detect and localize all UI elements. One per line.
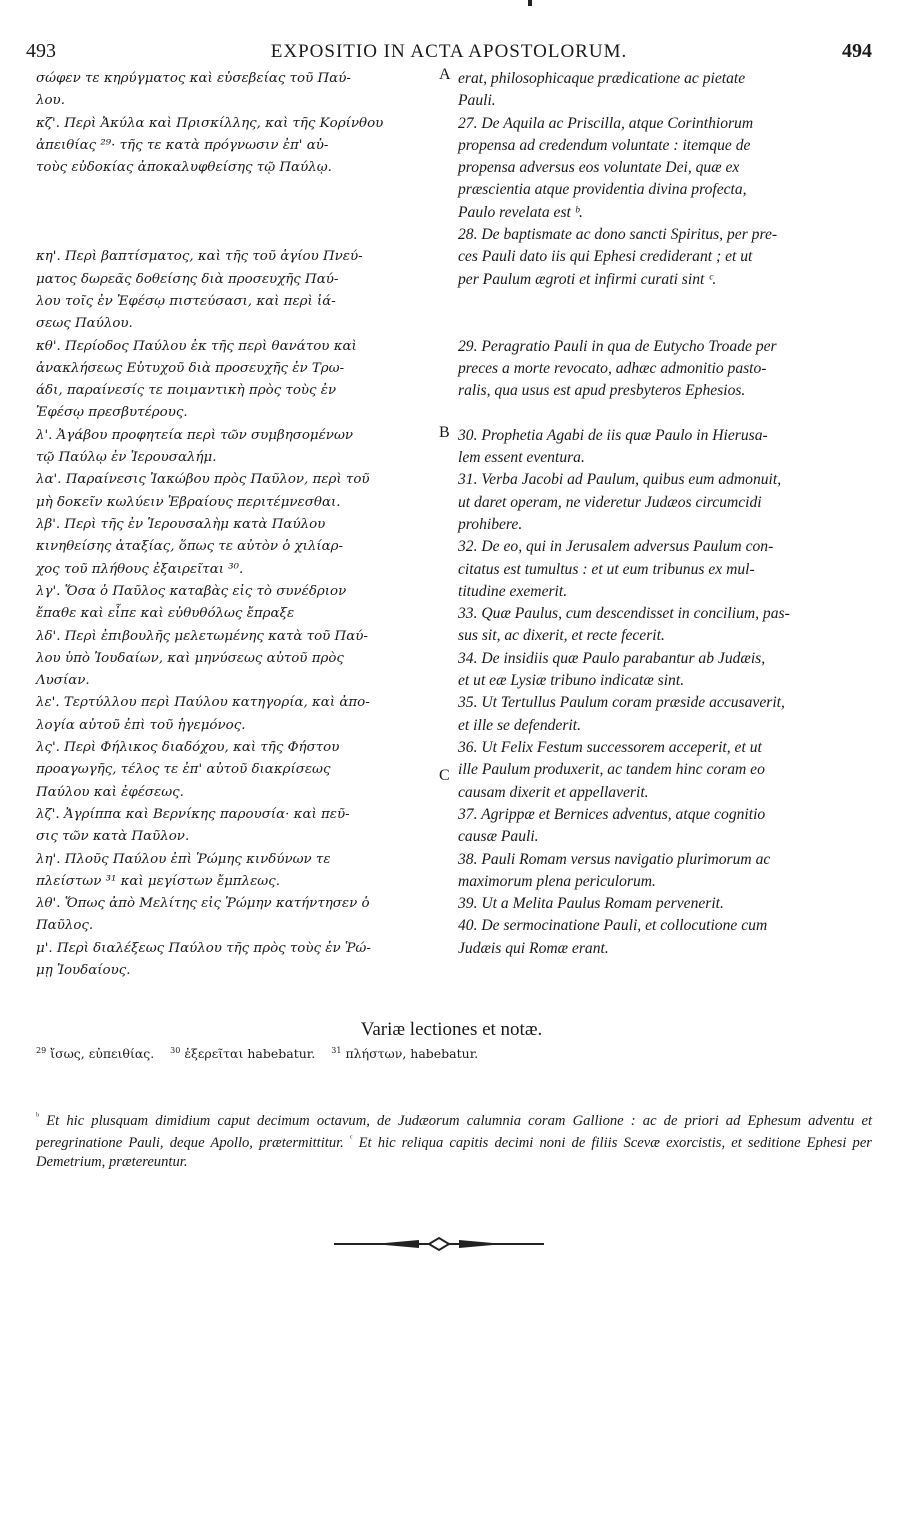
latin-line: citatus est tumultus : et ut eum tribunus ex mul- xyxy=(458,560,755,578)
latin-entry xyxy=(458,536,870,603)
latin-line: titudine exemerit. xyxy=(458,582,568,600)
greek-line: λογία αὐτοῦ ἐπὶ τοῦ ἡγεμόνος. xyxy=(36,717,246,733)
greek-line: κινηθείσης ἀταξίας, ὅπως τε αὐτὸν ὁ χιλίαρ- xyxy=(36,539,344,555)
latin-entry xyxy=(458,68,870,113)
greek-line: λου ὑπὸ Ἰουδαίων, καὶ μηνύσεως αὐτοῦ πρὸς xyxy=(36,650,344,666)
latin-line: Pauli. xyxy=(458,92,496,110)
latin-entry xyxy=(458,692,870,737)
greek-line: Λυσίαν. xyxy=(36,673,90,689)
greek-line: ἀπειθίας ²⁹· τῆς τε κατὰ πρόγνωσιν ἐπ' αὐ- xyxy=(36,137,329,153)
greek-line: λ'. Ἀγάβου προφητεία περὶ τῶν συμβησομένων xyxy=(36,427,354,443)
latin-line: preces a morte revocato, adhæc admonitio pasto- xyxy=(458,359,767,377)
greek-line: σις τῶν κατὰ Παῦλον. xyxy=(36,829,190,845)
greek-entry xyxy=(36,938,438,983)
footnotes xyxy=(36,1108,872,1171)
latin-line: et ut eæ Lysiæ tribuno indicatæ sint. xyxy=(458,672,685,690)
greek-entry xyxy=(36,893,438,938)
greek-entry xyxy=(36,581,438,626)
variant-text: ἴσως, εὐπειθίας. xyxy=(50,1046,155,1062)
latin-line: 38. Pauli Romam versus navigatio plurimorum ac xyxy=(458,850,771,868)
greek-line: ἔπαθε καὶ εἶπε καὶ εὐθυθόλως ἔπραξε xyxy=(36,606,295,622)
greek-line: λς'. Περὶ Φήλικος διαδόχου, καὶ τῆς Φήστου xyxy=(36,740,340,755)
greek-line: ματος δωρεᾶς δοθείσης διὰ προσευχῆς Παύ- xyxy=(36,271,339,287)
latin-entry xyxy=(458,469,870,536)
latin-entry xyxy=(458,737,870,804)
greek-entry xyxy=(36,68,438,113)
greek-line: σεως Παύλου. xyxy=(36,316,133,332)
greek-entry xyxy=(36,626,438,693)
greek-entry xyxy=(36,246,438,335)
greek-entry xyxy=(36,336,438,425)
latin-line: maximorum plena periculorum. xyxy=(458,872,656,890)
greek-line: λβ'. Περὶ τῆς ἐν Ἱερουσαλὴμ κατὰ Παύλου xyxy=(36,517,326,532)
latin-entry xyxy=(458,648,870,693)
greek-entry xyxy=(36,737,438,804)
latin-line: ces Pauli dato iis qui Ephesi crediderant ; et ut xyxy=(458,248,753,266)
latin-line: 27. De Aquila ac Priscilla, atque Corinthiorum xyxy=(458,114,754,132)
latin-line: propensa ad credendum voluntate : itemque de xyxy=(458,136,751,154)
variant-number: 29 xyxy=(36,1046,47,1055)
greek-line: μῃ Ἰουδαίους. xyxy=(36,962,131,978)
greek-line: λδ'. Περὶ ἐπιβουλῆς μελετωμένης κατὰ τοῦ Παύ- xyxy=(36,628,368,644)
running-title: EXPOSITIO IN ACTA APOSTOLORUM. xyxy=(270,41,628,62)
greek-line: Ἐφέσῳ πρεσβυτέρους. xyxy=(36,405,188,421)
page-number-right: 494 xyxy=(842,40,872,62)
latin-line: erat, philosophicaque prædicatione ac pietate xyxy=(458,70,746,87)
greek-line: κη'. Περὶ βαπτίσματος, καὶ τῆς τοῦ ἁγίου Πνεύ- xyxy=(36,249,363,265)
latin-entry xyxy=(458,425,870,470)
latin-line: per Paulum ægroti et infirmi curati sint ᶜ. xyxy=(458,270,717,288)
greek-entry xyxy=(36,692,438,737)
greek-entry xyxy=(36,469,438,514)
greek-entry xyxy=(36,425,438,470)
latin-line: ut daret operam, ne videretur Judæos circumcidi xyxy=(458,493,762,511)
greek-line: λα'. Παραίνεσις Ἰακώβου πρὸς Παῦλον, περὶ τοῦ xyxy=(36,472,370,488)
variant-number: 30 xyxy=(170,1046,181,1055)
latin-entry xyxy=(458,224,870,291)
latin-line: 31. Verba Jacobi ad Paulum, quibus eum admonuit, xyxy=(458,471,782,489)
greek-line: μὴ δοκεῖν κωλύειν Ἑβραίους περιτέμνεσθαι. xyxy=(36,494,341,510)
latin-entry xyxy=(458,113,870,224)
greek-line: λου. xyxy=(36,93,65,109)
latin-line: 30. Prophetia Agabi de iis quæ Paulo in Hierusa- xyxy=(458,426,768,444)
greek-entry xyxy=(36,804,438,849)
latin-line: 37. Agrippæ et Bernices adventus, atque cognitio xyxy=(458,805,766,823)
margin-letter-b: B xyxy=(439,424,450,441)
greek-line: Παύλου καὶ ἐφέσεως. xyxy=(36,784,184,800)
greek-line: προαγωγῆς, τέλος τε ἐπ' αὐτοῦ διακρίσεως xyxy=(36,762,331,778)
greek-line: Παῦλος. xyxy=(36,918,94,934)
latin-line: ille Paulum produxerit, ac tandem hinc coram eo xyxy=(458,761,765,779)
latin-line: 32. De eo, qui in Jerusalem adversus Paulum con- xyxy=(458,538,774,556)
footnote-mark-c: ᶜ xyxy=(349,1133,353,1145)
page-top-mark xyxy=(528,0,532,6)
latin-line: sus sit, ac dixerit, et recte fecerit. xyxy=(458,627,665,645)
latin-line: causam dixerit et appellaverit. xyxy=(458,783,649,801)
latin-entry xyxy=(458,915,870,960)
margin-letter-c: C xyxy=(439,767,450,784)
greek-line: άδι, παραίνεσίς τε ποιμαντικὴ πρὸς τοὺς ἐν xyxy=(36,383,337,399)
greek-entry xyxy=(36,514,438,581)
greek-line: κθ'. Περίοδος Παύλου ἐκ τῆς περὶ θανάτου καὶ xyxy=(36,338,357,354)
greek-line: λου τοῖς ἐν Ἐφέσῳ πιστεύσασι, καὶ περὶ ἰά- xyxy=(36,293,336,309)
greek-line: λη'. Πλοῦς Παύλου ἐπὶ Ῥώμης κινδύνων τε xyxy=(36,851,331,867)
latin-line: 35. Ut Tertullus Paulum coram præside accusaverit, xyxy=(458,694,785,712)
greek-line: λζ'. Ἀγρίππα καὶ Βερνίκης παρουσία· καὶ πεῦ- xyxy=(36,806,350,822)
greek-line: χος τοῦ πλήθους ἐξαιρεῖται ³⁰. xyxy=(36,561,244,577)
latin-line: Judæis qui Romæ erant. xyxy=(458,939,609,957)
latin-line: 29. Peragratio Pauli in qua de Eutycho Troade per xyxy=(458,337,777,355)
greek-line: λθ'. Ὅπως ἀπὸ Μελίτης εἰς Ῥώμην κατήντησεν ὁ xyxy=(36,896,370,912)
notes-title: Variæ lectiones et notæ. xyxy=(360,1019,543,1040)
greek-line: σώφεν τε κηρύγματος καὶ εὐσεβείας τοῦ Παύ- xyxy=(36,71,351,86)
latin-line: Paulo revelata est ᵇ. xyxy=(458,203,583,221)
latin-line: præscientia atque providentia divina profecta, xyxy=(458,181,747,199)
greek-line: πλείστων ³¹ καὶ μεγίστων ἔμπλεως. xyxy=(36,873,280,889)
latin-line: 36. Ut Felix Festum successorem acceperit, et ut xyxy=(458,739,762,756)
greek-line: ἀνακλήσεως Εὐτυχοῦ διὰ προσευχῆς ἐν Τρω- xyxy=(36,360,345,376)
latin-line: 33. Quæ Paulus, cum descendisset in concilium, pas- xyxy=(458,605,790,623)
variant-readings xyxy=(36,1046,478,1061)
margin-letter-a: A xyxy=(439,66,451,83)
greek-line: κζ'. Περὶ Ἀκύλα καὶ Πρισκίλλης, καὶ τῆς Κορίνθου xyxy=(36,115,384,131)
latin-line: 34. De insidiis quæ Paulo parabantur ab Judæis, xyxy=(458,649,766,667)
variant-number: 31 xyxy=(331,1046,342,1055)
latin-line: 28. De baptismate ac dono sancti Spiritus, per pre- xyxy=(458,226,778,244)
latin-line: causæ Pauli. xyxy=(458,828,539,846)
greek-line: λε'. Τερτύλλου περὶ Παύλου κατηγορία, καὶ ἀπο- xyxy=(36,695,370,711)
latin-line: 40. De sermocinatione Pauli, et collocutione cum xyxy=(458,917,768,935)
greek-line: λγ'. Ὅσα ὁ Παῦλος καταβὰς εἰς τὸ συνέδριον xyxy=(36,583,347,599)
greek-line: τῷ Παύλῳ ἐν Ἱερουσαλήμ. xyxy=(36,450,217,466)
latin-entry xyxy=(458,804,870,849)
end-ornament xyxy=(334,1234,544,1254)
latin-entry xyxy=(458,603,870,648)
latin-entry xyxy=(458,336,870,403)
latin-line: ralis, qua usus est apud presbyteros Ephesios. xyxy=(458,382,746,400)
footnote-mark-b: ᵇ xyxy=(36,1111,40,1122)
latin-line: propensa adversus eos voluntate Dei, quæ ex xyxy=(458,159,740,177)
page-header xyxy=(26,40,872,68)
latin-entry xyxy=(458,849,870,894)
latin-line: et ille se defenderit. xyxy=(458,716,581,734)
page-number-left: 493 xyxy=(26,40,56,62)
latin-line: prohibere. xyxy=(458,515,523,533)
greek-line: τοὺς εὐδοκίας ἀποκαλυφθείσης τῷ Παύλῳ. xyxy=(36,160,332,176)
greek-line: μ'. Περὶ διαλέξεως Παύλου τῆς πρὸς τοὺς ἐν Ῥώ- xyxy=(36,940,371,956)
footnote-b: Et hic plusquam dimidium caput decimum octavum, de Judæorum calumnia coram Gallione : ac de priori ad Ephesum adventu et peregrinatione Pauli, deque Apollo, prætermittitur. xyxy=(36,1112,872,1152)
greek-entry xyxy=(36,849,438,894)
variant-text: πλήστων, habebatur. xyxy=(345,1046,479,1062)
latin-entry xyxy=(458,893,870,915)
latin-line: 39. Ut a Melita Paulus Romam pervenerit. xyxy=(458,895,724,913)
footnote-c: Et hic reliqua capitis decimi noni de filiis Scevæ exorcistis, et seditione Ephesi per Demetrium, prætereuntur. xyxy=(36,1135,872,1170)
variant-text: ἐξερεῖται habebatur. xyxy=(184,1046,316,1062)
greek-entry xyxy=(36,113,438,180)
latin-line: lem essent eventura. xyxy=(458,449,585,467)
